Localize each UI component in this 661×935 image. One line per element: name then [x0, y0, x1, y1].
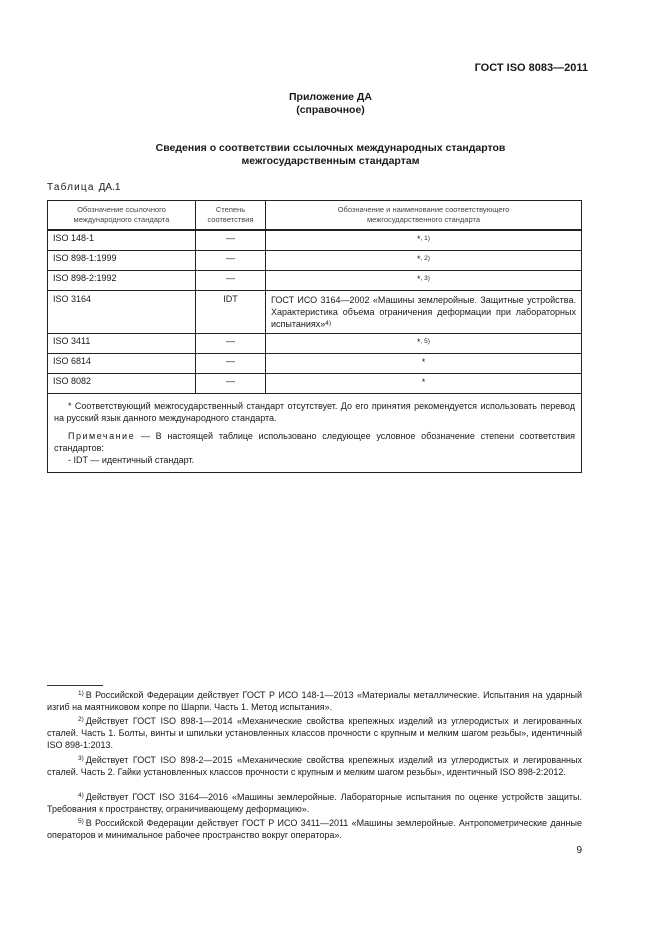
table-notes [48, 394, 582, 473]
cell-degree: — [196, 271, 266, 291]
note-star: * Соответствующий межгосударственный стандарт отсутствует. До его принятия рекомендуется использовать перевод на русский язык данного международного стандарта. [54, 401, 575, 423]
cell-interstate [266, 230, 582, 251]
section-title [60, 142, 601, 168]
cell-interstate [266, 291, 582, 334]
page-number: 9 [576, 845, 582, 856]
table-caption-number: ДА.1 [98, 182, 121, 193]
cell-standard: ISO 898-2:1992 [48, 271, 196, 291]
footnote-text: Действует ГОСТ ISO 898-2—2015 «Механические свойства крепежных изделий из углеродистых и легированных сталей. Часть 2. Гайки установленных классов прочности с крупным и мелким шагом резьбы», идентичный ISO 898-2:2012. [47, 755, 582, 777]
annex-heading [0, 91, 661, 117]
cell-standard: ISO 6814 [48, 354, 196, 374]
header-reference-standard [48, 201, 196, 231]
footnote-mark: 4) [78, 792, 84, 799]
footnote-ref: , 3) [420, 275, 430, 282]
footnote-text: В Российской Федерации действует ГОСТ Р ИСО 148-1—2013 «Материалы металлические. Испытания на ударный изгиб на маятниковом копре по Шарпи. Часть 1. Метод испытания». [47, 690, 582, 712]
cell-degree: — [196, 354, 266, 374]
footnote-mark: 5) [78, 818, 84, 825]
cell-degree: — [196, 334, 266, 354]
note-idt: - IDT — идентичный стандарт. [68, 455, 195, 465]
annex-title: Приложение ДА [289, 91, 372, 103]
table-header-row [48, 201, 582, 231]
note-text: — В настоящей таблице использовано следующее условное обозначение степени соответствия стандартов: [54, 431, 575, 453]
note-label: Примечание [68, 431, 136, 441]
table-row [48, 334, 582, 354]
document-code: ГОСТ ISO 8083—2011 [474, 62, 588, 74]
cell-text: * [421, 377, 426, 387]
cell-standard: ISO 8082 [48, 374, 196, 394]
table-row [48, 374, 582, 394]
footnote-ref: 4) [325, 320, 332, 327]
table-row [48, 251, 582, 271]
footnote [47, 790, 582, 815]
table-row [48, 271, 582, 291]
annex-subtitle: (справочное) [296, 104, 365, 116]
cell-interstate [266, 271, 582, 291]
footnote-ref: , 5) [420, 338, 430, 345]
cell-standard: ISO 148-1 [48, 230, 196, 251]
table-caption-prefix: Таблица [47, 182, 95, 193]
footnote-mark: 2) [78, 716, 84, 723]
cell-degree: — [196, 374, 266, 394]
cell-text: * [417, 337, 421, 347]
section-title-line1: Сведения о соответствии ссылочных международных стандартов [155, 142, 506, 154]
table-row [48, 291, 582, 334]
cell-interstate [266, 251, 582, 271]
header-col3-line2: межгосударственного стандарта [367, 215, 480, 224]
footnote [47, 688, 582, 713]
table-row [48, 230, 582, 251]
footnote [47, 753, 582, 778]
footnote-divider [47, 685, 103, 686]
header-interstate-standard [266, 201, 582, 231]
cell-text: ГОСТ ИСО 3164—2002 «Машины землеройные. Защитные устройства. Характеристика объема ограничения деформации при лабораторных испытаниях» [271, 295, 576, 329]
cell-standard: ISO 898-1:1999 [48, 251, 196, 271]
table-notes-row [48, 394, 582, 473]
footnote-ref: , 1) [420, 235, 430, 242]
header-col2-line2: соответствия [207, 215, 254, 224]
footnote-mark: 3) [78, 755, 84, 762]
cell-text: * [417, 254, 421, 264]
header-degree [196, 201, 266, 231]
footnote-ref: , 2) [420, 255, 430, 262]
table-row [48, 354, 582, 374]
footnote-mark: 1) [78, 690, 84, 697]
cell-degree: — [196, 251, 266, 271]
footnote [47, 816, 582, 841]
header-col3-line1: Обозначение и наименование соответствующего [337, 205, 510, 214]
footnote-text: В Российской Федерации действует ГОСТ Р ИСО 3411—2011 «Машины землеройные. Антропометрические данные операторов и минимальное рабочее пространство вокруг оператора». [47, 818, 582, 840]
standards-table [47, 200, 582, 473]
note-paragraph [54, 430, 575, 454]
header-col1-line2: международного стандарта [73, 215, 170, 224]
header-col2-line1: Степень [215, 205, 246, 214]
header-col1-line1: Обозначение ссылочного [77, 205, 166, 214]
cell-text: * [421, 357, 426, 367]
cell-text: * [417, 234, 421, 244]
cell-text: * [417, 274, 421, 284]
cell-standard: ISO 3164 [48, 291, 196, 334]
footnote-text: Действует ГОСТ ISO 3164—2016 «Машины землеройные. Лабораторные испытания по оценке устройств защиты. Требования к пространству, ограничивающему деформацию». [47, 792, 582, 814]
table-caption [47, 182, 120, 193]
cell-interstate [266, 374, 582, 394]
cell-degree: IDT [196, 291, 266, 334]
cell-interstate [266, 354, 582, 374]
footnote-text: Действует ГОСТ ISO 898-1—2014 «Механические свойства крепежных изделий из углеродистых и легированных сталей. Часть 1. Болты, винты и шпильки установленных классов прочности с крупным и мелким шагом резьбы», идентичный ISO 898-1:2013. [47, 716, 582, 750]
cell-degree: — [196, 230, 266, 251]
section-title-line2: межгосударственным стандартам [241, 155, 420, 167]
footnote [47, 714, 582, 751]
cell-standard: ISO 3411 [48, 334, 196, 354]
cell-interstate [266, 334, 582, 354]
